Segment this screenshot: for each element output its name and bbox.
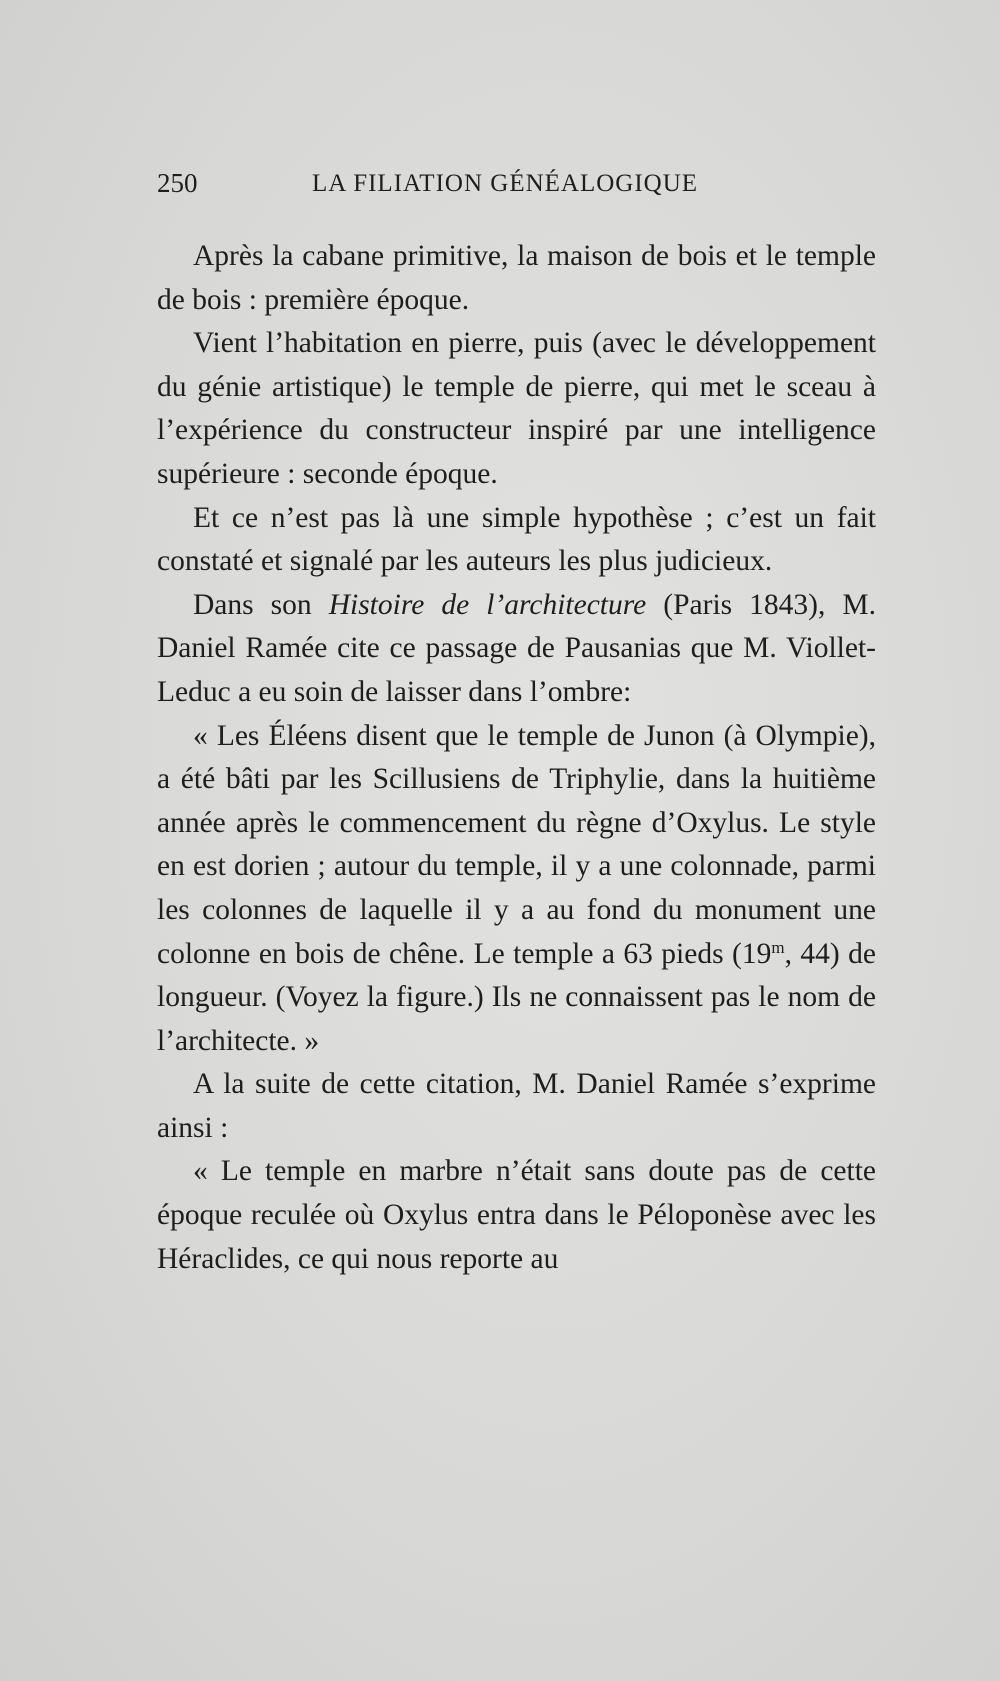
paragraph-5-quotation — [157, 715, 876, 1064]
page-header — [157, 168, 727, 202]
page-number: 250 — [157, 168, 198, 198]
book-title-italic: Histoire de l’architecture — [328, 588, 647, 621]
paragraph-2: Vient l’habitation en pierre, puis (avec le développement du génie artistique) le temple de pierre, qui met le sceau à l’expérience du constructeur inspiré par une intelligence supérieure : seconde époque. — [157, 327, 876, 490]
body-text — [157, 235, 876, 1281]
quotation-start: « Les Éléens disent que le temple de Junon (à Olympie), a été bâti par les Scillusiens de Triphylie, dans la huitième année après le commencement du règne d’Oxylus. Le style en est dorien ; autour du temple, il y a une colonnade, parmi les colonnes de laquelle il y a au fond du monument une colonne en bois de chêne. Le temple a 63 pieds (19 — [157, 719, 876, 970]
paragraph-4-start: Dans son — [193, 588, 329, 621]
paragraph-4-end: (Paris 1843), M. Daniel Ramée cite ce passage de Pausanias que M. Viollet-Leduc a eu soin de laisser dans l’ombre: — [157, 588, 877, 708]
meter-superscript: m — [771, 937, 785, 957]
paragraph-7-quotation: « Le temple en marbre n’était sans doute pas de cette époque reculée où Oxylus entra dans le Péloponèse avec les Héraclides, ce qui nous reporte au — [157, 1155, 876, 1275]
paragraph-6: A la suite de cette citation, M. Daniel Ramée s’exprime ainsi : — [157, 1068, 876, 1144]
paragraph-4 — [157, 584, 876, 715]
paragraph-1: Après la cabane primitive, la maison de bois et le temple de bois : première époque. — [157, 240, 876, 316]
running-title: LA FILIATION GÉNÉALOGIQUE — [312, 170, 699, 197]
paragraph-3: Et ce n’est pas là une simple hypothèse ; c’est un fait constaté et signalé par les auteurs les plus judicieux. — [157, 501, 876, 578]
quotation-end: , 44) de longueur. (Voyez la figure.) Ils ne connaissent pas le nom de l’architecte. » — [157, 937, 876, 1057]
